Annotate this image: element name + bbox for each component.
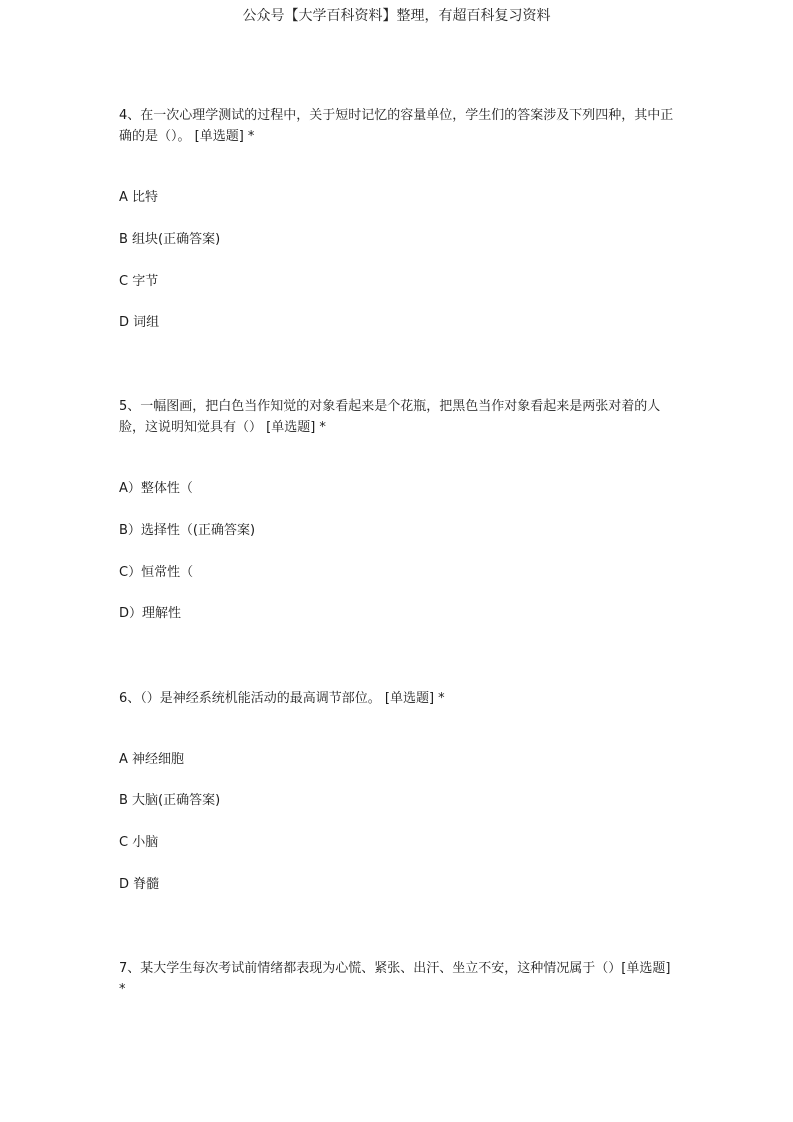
question-5-option-d: D）理解性 bbox=[119, 606, 182, 621]
page-header: 公众号【大学百科资料】整理，有超百科复习资料 bbox=[242, 8, 551, 24]
question-5-option-b: B）选择性（(正确答案) bbox=[119, 523, 256, 538]
question-4-text: 4、在一次心理学测试的过程中，关于短时记忆的容量单位，学生们的答案涉及下列四种，其中正确的是（）。 [单选题] * bbox=[119, 108, 674, 144]
question-6-text: 6、（）是神经系统机能活动的最高调节部位。 [单选题] * bbox=[119, 691, 445, 706]
question-5-option-a: A）整体性（ bbox=[119, 481, 193, 496]
question-6-option-c: C 小脑 bbox=[119, 835, 159, 850]
question-6-option-d: D 脊髓 bbox=[119, 877, 160, 892]
question-4-option-a: A 比特 bbox=[119, 190, 159, 205]
question-7-text: 7、某大学生每次考试前情绪都表现为心慌、紧张、出汗、坐立不安，这种情况属于（）[单选题] * bbox=[119, 961, 671, 997]
question-4-option-d: D 词组 bbox=[119, 315, 160, 330]
question-5-text: 5、一幅图画，把白色当作知觉的对象看起来是个花瓶，把黑色当作对象看起来是两张对着的人脸，这说明知觉具有（） [单选题] * bbox=[119, 399, 661, 435]
question-6-option-a: A 神经细胞 bbox=[119, 752, 185, 767]
question-4-option-c: C 字节 bbox=[119, 274, 159, 289]
question-4-option-b: B 组块(正确答案) bbox=[119, 232, 221, 247]
question-6-option-b: B 大脑(正确答案) bbox=[119, 793, 221, 808]
question-5-option-c: C）恒常性（ bbox=[119, 565, 194, 580]
